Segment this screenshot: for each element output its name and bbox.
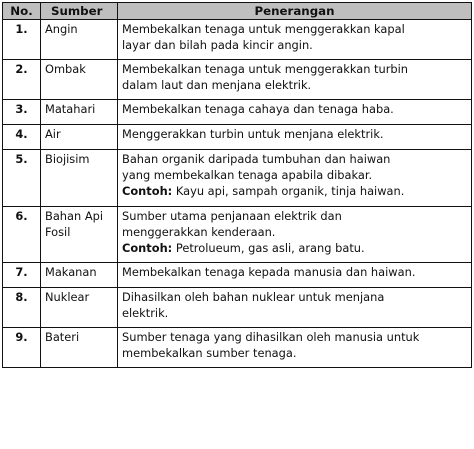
row-number: 9.: [3, 328, 41, 368]
row-number: 8.: [3, 288, 41, 328]
description-line: Membekalkan tenaga untuk menggerakkan turbin: [122, 62, 409, 76]
example-text: Petrolueum, gas asli, arang batu.: [172, 241, 365, 255]
table-row: [3, 207, 472, 263]
source-name: Biojisim: [41, 150, 118, 207]
example-label: Contoh:: [122, 241, 173, 255]
description-line: yang membekalkan tenaga apabila dibakar.: [122, 168, 373, 182]
row-number: 2.: [3, 60, 41, 100]
description: [118, 100, 472, 125]
table-row: [3, 288, 472, 328]
description: [118, 207, 472, 263]
table-row: [3, 100, 472, 125]
header-sumber: Sumber: [41, 3, 118, 20]
table-row: [3, 60, 472, 100]
source-name: Air: [41, 125, 118, 150]
description: [118, 288, 472, 328]
description-line: menggerakkan kenderaan.: [122, 225, 276, 239]
source-name: [41, 207, 118, 263]
source-name: Angin: [41, 20, 118, 60]
description-line: Menggerakkan turbin untuk menjana elektrik.: [122, 127, 384, 141]
table-row: [3, 150, 472, 207]
example-line: [122, 240, 467, 256]
description-line: dalam laut dan menjana elektrik.: [122, 78, 312, 92]
description-line: Membekalkan tenaga untuk menggerakkan kapal: [122, 22, 405, 36]
example-label: Contoh:: [122, 184, 173, 198]
row-number: 7.: [3, 263, 41, 288]
row-number: 3.: [3, 100, 41, 125]
source-name: Bateri: [41, 328, 118, 368]
description-line: Membekalkan tenaga cahaya dan tenaga haba.: [122, 102, 394, 116]
header-row: [3, 3, 472, 20]
description-line: membekalkan sumber tenaga.: [122, 346, 297, 360]
description-line: Bahan organik daripada tumbuhan dan haiwan: [122, 152, 391, 166]
row-number: 1.: [3, 20, 41, 60]
source-name: Makanan: [41, 263, 118, 288]
table-header: [3, 3, 472, 20]
description: [118, 125, 472, 150]
source-name: Matahari: [41, 100, 118, 125]
energy-sources-table: [2, 2, 472, 368]
table-row: [3, 263, 472, 288]
description-line: Dihasilkan oleh bahan nuklear untuk menjana: [122, 290, 385, 304]
example-line: [122, 183, 467, 199]
example-text: Kayu api, sampah organik, tinja haiwan.: [172, 184, 405, 198]
source-name: Ombak: [41, 60, 118, 100]
description-line: Membekalkan tenaga kepada manusia dan haiwan.: [122, 265, 416, 279]
table-row: [3, 20, 472, 60]
description: [118, 20, 472, 60]
table-row: [3, 328, 472, 368]
description-line: layar dan bilah pada kincir angin.: [122, 38, 313, 52]
description: [118, 263, 472, 288]
row-number: 5.: [3, 150, 41, 207]
description-line: elektrik.: [122, 306, 169, 320]
description-line: Sumber tenaga yang dihasilkan oleh manusia untuk: [122, 330, 420, 344]
source-name-line: Fosil: [45, 225, 71, 239]
row-number: 4.: [3, 125, 41, 150]
table-row: [3, 125, 472, 150]
description-line: Sumber utama penjanaan elektrik dan: [122, 209, 342, 223]
source-name-line: Bahan Api: [45, 209, 104, 223]
header-penerangan: Penerangan: [118, 3, 472, 20]
row-number: 6.: [3, 207, 41, 263]
description: [118, 328, 472, 368]
header-no: No.: [3, 3, 41, 20]
description: [118, 150, 472, 207]
description: [118, 60, 472, 100]
source-name: Nuklear: [41, 288, 118, 328]
